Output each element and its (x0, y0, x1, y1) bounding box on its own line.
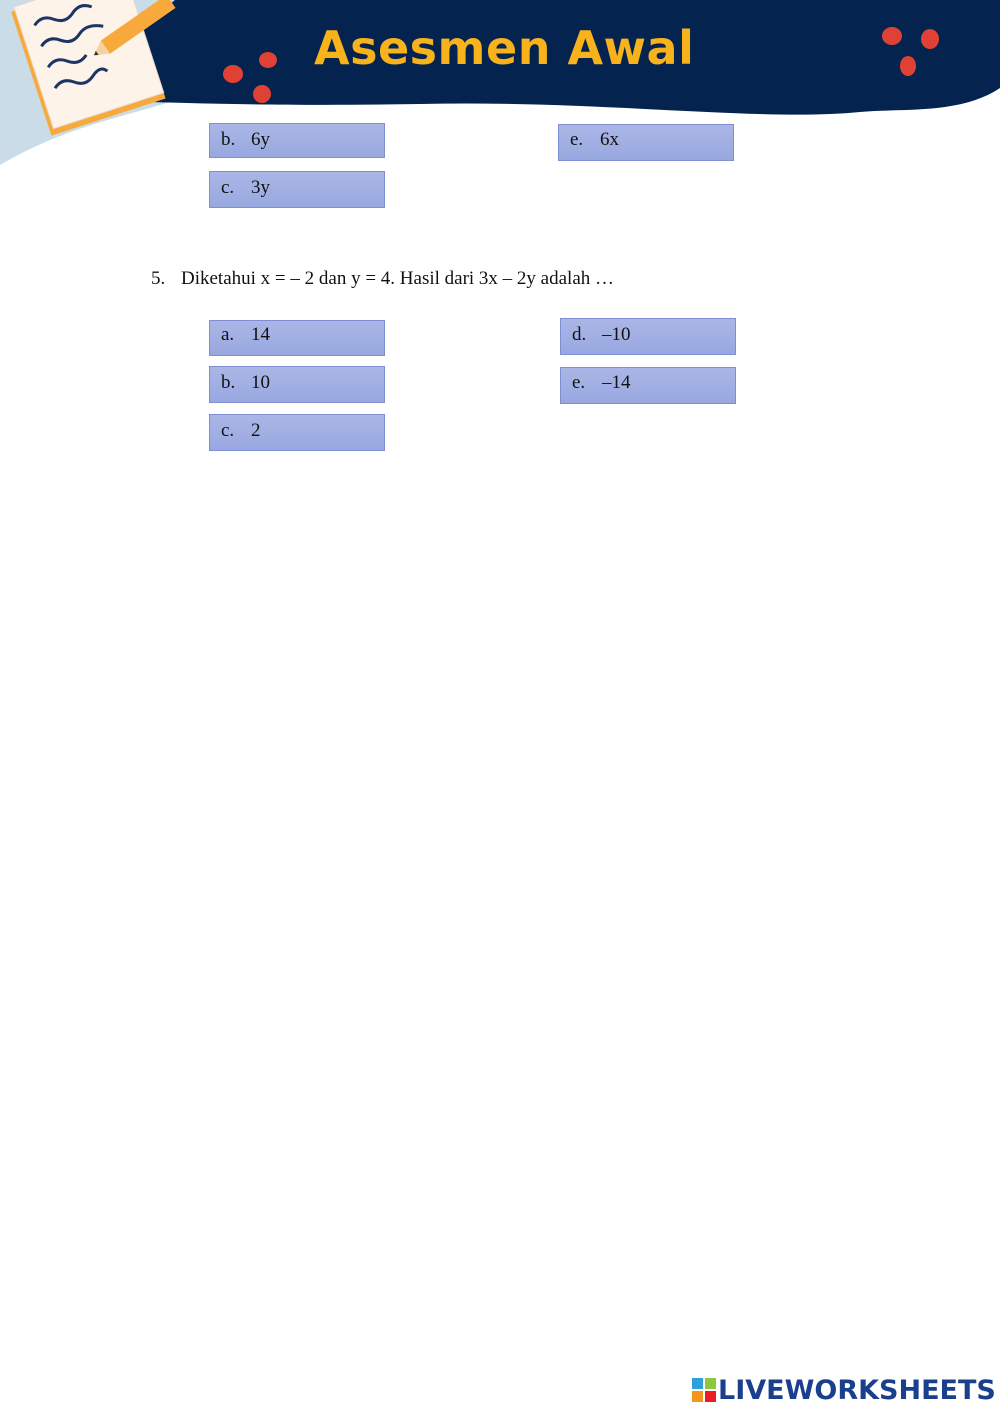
option-letter: b. (221, 372, 236, 393)
question-5 (151, 266, 614, 292)
page-title: Asesmen Awal (314, 21, 695, 75)
liveworksheets-logo-icon (692, 1378, 716, 1402)
option-letter: c. (221, 420, 235, 441)
q4-option-e[interactable] (558, 124, 734, 161)
q4-option-b[interactable] (209, 123, 385, 158)
option-value: 6x (600, 129, 619, 150)
question-number: 5. (151, 268, 166, 289)
question-text: Diketahui x = – 2 dan y = 4. Hasil dari 3x – 2y adalah … (181, 268, 615, 289)
option-value: –10 (602, 324, 631, 345)
option-letter: b. (221, 129, 236, 150)
option-value: 3y (251, 177, 270, 198)
q5-option-c[interactable] (209, 414, 385, 451)
q5-option-b[interactable] (209, 366, 385, 403)
q5-option-d[interactable] (560, 318, 736, 355)
q5-option-a[interactable] (209, 320, 385, 356)
footer-brand (692, 1372, 996, 1408)
option-letter: a. (221, 324, 235, 345)
option-letter: d. (572, 324, 587, 345)
option-value: 6y (251, 129, 270, 150)
q5-option-e[interactable] (560, 367, 736, 404)
option-letter: e. (572, 372, 586, 393)
brand-name: LIVEWORKSHEETS (718, 1374, 996, 1406)
header-banner (0, 0, 1000, 170)
option-value: 10 (251, 372, 270, 393)
option-value: 2 (251, 420, 261, 441)
option-letter: c. (221, 177, 235, 198)
q4-option-c[interactable] (209, 171, 385, 208)
option-letter: e. (570, 129, 584, 150)
option-value: 14 (251, 324, 270, 345)
option-value: –14 (602, 372, 631, 393)
